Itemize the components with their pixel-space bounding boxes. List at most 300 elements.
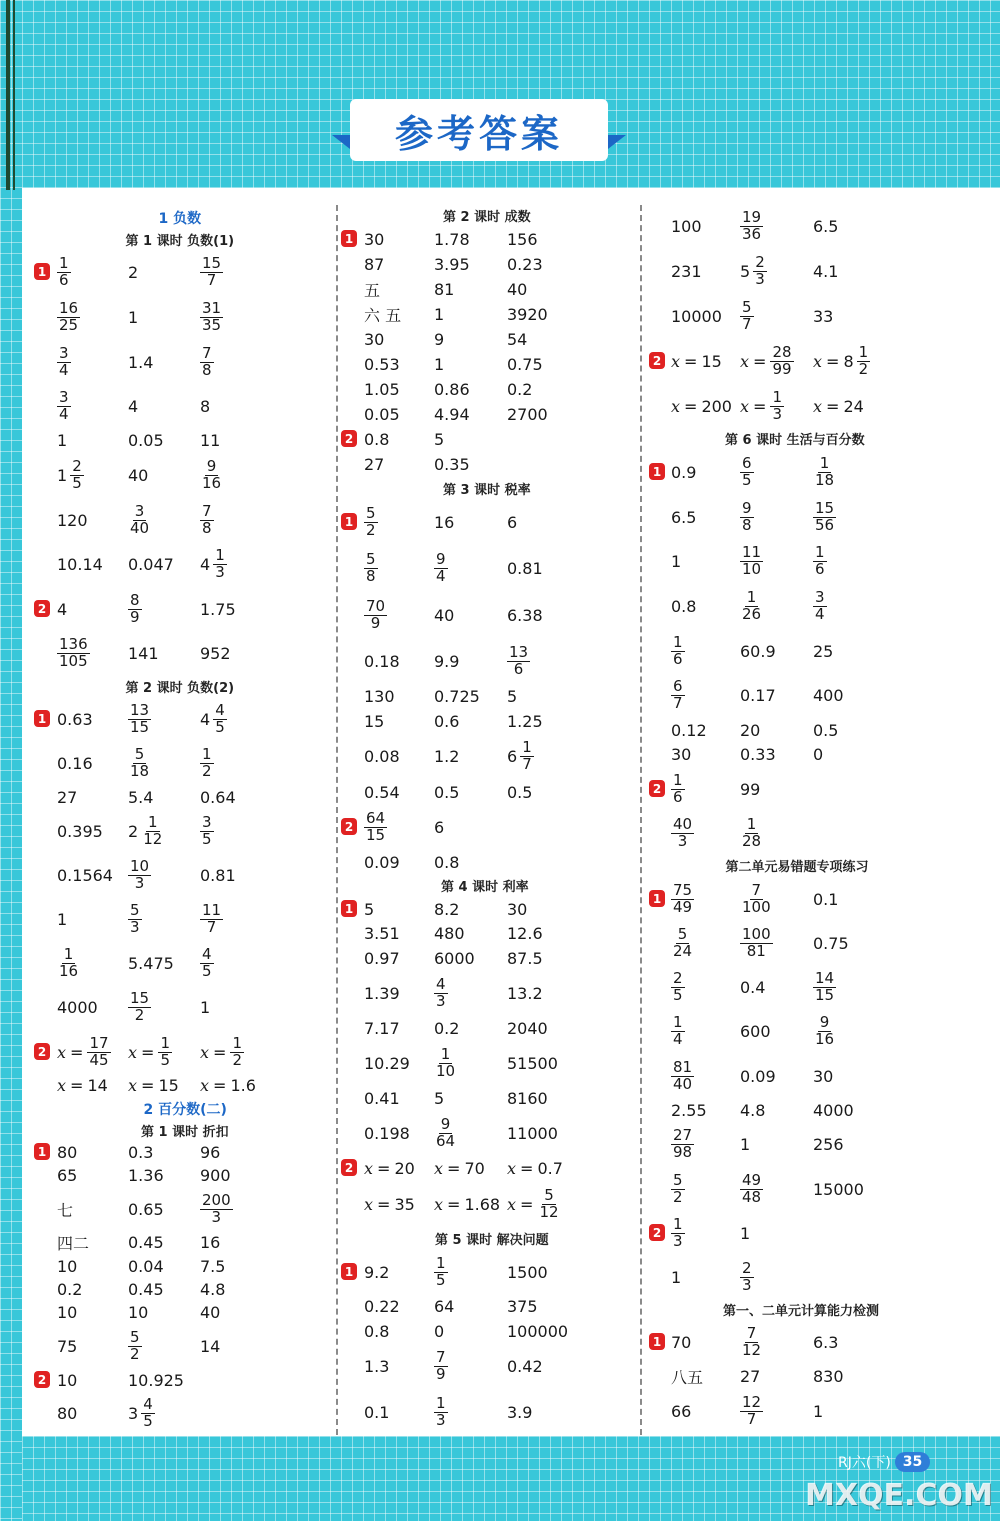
answer-value bbox=[507, 1180, 561, 1228]
fraction bbox=[770, 342, 793, 378]
lesson-heading: 第 4 课时 利率 bbox=[441, 880, 529, 895]
fraction-denominator: 3 bbox=[436, 1410, 446, 1429]
answer-text: 8 bbox=[200, 396, 211, 416]
fraction-numerator: 13 bbox=[130, 700, 150, 719]
fraction-numerator: 9 bbox=[819, 1012, 830, 1031]
answer-text: 四二 bbox=[57, 1233, 90, 1253]
answer-value bbox=[434, 498, 454, 546]
question-number-badge: 2 bbox=[34, 1043, 50, 1060]
answer-text: 0.08 bbox=[364, 746, 400, 766]
answer-text: 4000 bbox=[57, 997, 98, 1017]
answer-text: 100 bbox=[671, 216, 702, 236]
answer-value bbox=[671, 337, 722, 385]
answer-text: 2700 bbox=[507, 404, 548, 424]
answer-text: 14 bbox=[200, 1336, 221, 1356]
answer-value bbox=[200, 695, 227, 743]
fraction bbox=[671, 770, 685, 806]
question-number-badge: 1 bbox=[34, 263, 50, 280]
fraction-numerator: 1 bbox=[63, 944, 74, 963]
answer-text: 9 bbox=[434, 329, 445, 349]
answer-text: 1 bbox=[434, 354, 445, 374]
answer-text: 10 bbox=[57, 1302, 78, 1322]
fraction bbox=[813, 498, 836, 534]
fraction-numerator: 4 bbox=[436, 974, 446, 993]
answer-value bbox=[740, 1387, 763, 1435]
answer-text: 27 bbox=[364, 454, 385, 474]
answer-value bbox=[671, 1253, 681, 1301]
fraction-denominator: 64 bbox=[436, 1131, 456, 1150]
answer-value bbox=[740, 809, 763, 857]
answer-text: 6 bbox=[507, 512, 518, 532]
fraction-numerator: 2 bbox=[742, 1258, 752, 1277]
answer-text: 0.18 bbox=[364, 651, 400, 671]
answer-value bbox=[740, 1253, 754, 1301]
answer-value bbox=[813, 537, 827, 585]
fraction-denominator: 28 bbox=[742, 831, 762, 850]
fraction-denominator: 105 bbox=[59, 651, 88, 670]
fraction-numerator: 3 bbox=[59, 387, 69, 406]
answer-text: 1.05 bbox=[364, 379, 400, 399]
fraction-numerator: 2 bbox=[673, 968, 683, 987]
answer-text: 10 bbox=[57, 1256, 78, 1276]
variable-x: x bbox=[507, 1194, 517, 1214]
answer-text: 4000 bbox=[813, 1100, 854, 1120]
fraction bbox=[740, 207, 763, 243]
answer-value bbox=[434, 1388, 448, 1436]
mixed-whole: 4 bbox=[200, 709, 211, 729]
answer-text: 80 bbox=[57, 1403, 78, 1423]
answer-value bbox=[200, 540, 227, 588]
answer-text: 0.12 bbox=[671, 720, 707, 740]
answer-value bbox=[671, 202, 702, 250]
fraction-numerator: 19 bbox=[742, 207, 762, 226]
fraction-denominator: 45 bbox=[89, 1050, 109, 1069]
fraction bbox=[671, 924, 694, 960]
answer-text: 0.6 bbox=[434, 711, 460, 731]
answer-value bbox=[671, 382, 732, 430]
answer-value bbox=[364, 838, 400, 886]
fraction bbox=[740, 814, 763, 850]
answer-value bbox=[507, 498, 517, 546]
fraction-denominator: 4 bbox=[673, 1029, 683, 1048]
fraction-denominator: 15 bbox=[815, 985, 835, 1004]
fraction-denominator: 4 bbox=[815, 604, 825, 623]
fraction-numerator: 3 bbox=[134, 501, 145, 520]
answer-value bbox=[740, 382, 784, 430]
answer-value bbox=[740, 1007, 771, 1055]
fraction bbox=[200, 253, 223, 289]
variable-x: x bbox=[671, 396, 681, 416]
fraction-numerator: 1 bbox=[436, 1393, 446, 1412]
fraction-numerator: 14 bbox=[815, 968, 835, 987]
answer-value bbox=[740, 448, 754, 496]
fraction bbox=[434, 549, 448, 585]
fraction bbox=[753, 252, 767, 288]
question-number-badge: 2 bbox=[649, 780, 665, 797]
answer-text: 0.7 bbox=[537, 1158, 563, 1178]
answer-text: 0.198 bbox=[364, 1123, 410, 1143]
answer-value bbox=[507, 390, 548, 438]
answer-text: 6 bbox=[434, 817, 445, 837]
answer-text: 1.75 bbox=[200, 599, 236, 619]
fraction-numerator: 9 bbox=[742, 498, 752, 517]
fraction bbox=[740, 1170, 763, 1206]
fraction bbox=[57, 298, 80, 334]
fraction-numerator: 8 bbox=[130, 590, 140, 609]
answer-text: 27 bbox=[57, 787, 78, 807]
fraction-denominator: 3 bbox=[742, 1275, 752, 1294]
fraction bbox=[141, 812, 164, 848]
answer-value bbox=[740, 627, 776, 675]
answer-text: 3.95 bbox=[434, 254, 470, 274]
fraction-numerator: 2 bbox=[72, 456, 82, 475]
answer-text: 0.42 bbox=[507, 1356, 543, 1376]
equals-sign: = bbox=[684, 351, 698, 371]
answer-text: 1 bbox=[740, 1223, 751, 1243]
fraction-numerator: 64 bbox=[366, 808, 386, 827]
answer-value bbox=[128, 1389, 155, 1437]
fraction-numerator: 7 bbox=[436, 1347, 446, 1366]
fraction-denominator: 40 bbox=[673, 1074, 693, 1093]
answer-text: 0.395 bbox=[57, 821, 103, 841]
answer-value bbox=[740, 875, 773, 923]
answer-text: 231 bbox=[671, 261, 702, 281]
fraction-numerator: 5 bbox=[544, 1185, 554, 1204]
fraction-numerator: 27 bbox=[673, 1125, 693, 1144]
fraction-numerator: 11 bbox=[742, 542, 762, 561]
fraction-numerator: 1 bbox=[160, 1033, 170, 1052]
answer-value bbox=[507, 768, 532, 816]
variable-x: x bbox=[128, 1075, 138, 1095]
answer-text: 3.9 bbox=[507, 1402, 533, 1422]
answer-value bbox=[740, 202, 763, 250]
fraction-denominator: 4 bbox=[59, 404, 69, 423]
page-marker bbox=[838, 1449, 930, 1475]
answer-value bbox=[740, 1165, 763, 1213]
mixed-whole: 5 bbox=[740, 261, 751, 281]
answer-text: 0.8 bbox=[364, 429, 390, 449]
fraction-numerator: 100 bbox=[742, 924, 771, 943]
lesson-heading: 第 5 课时 解决问题 bbox=[435, 1233, 549, 1248]
fraction bbox=[141, 1394, 155, 1430]
answer-value bbox=[740, 337, 794, 385]
fraction-numerator: 1 bbox=[673, 1214, 683, 1233]
question-number-badge: 2 bbox=[34, 1371, 50, 1388]
question-number-badge: 2 bbox=[649, 1224, 665, 1241]
answer-value bbox=[813, 730, 823, 778]
answer-value bbox=[57, 695, 93, 743]
fraction-denominator: 6 bbox=[673, 787, 683, 806]
answer-text: 830 bbox=[813, 1366, 844, 1386]
answer-value bbox=[364, 1342, 389, 1390]
answer-text: 30 bbox=[813, 1066, 834, 1086]
answer-value bbox=[200, 939, 214, 987]
fraction-denominator: 4 bbox=[436, 566, 446, 585]
answer-value bbox=[200, 338, 214, 386]
answer-text: 14 bbox=[87, 1075, 108, 1095]
answer-text: 1.25 bbox=[507, 711, 543, 731]
answer-text: 15 bbox=[158, 1075, 179, 1095]
answer-text: 130 bbox=[364, 686, 395, 706]
answer-text: 33 bbox=[813, 306, 834, 326]
unit-heading: 1 负数 bbox=[158, 211, 202, 227]
answer-value bbox=[813, 337, 870, 385]
answer-value bbox=[671, 809, 694, 857]
fraction bbox=[128, 856, 151, 892]
fraction-numerator: 9 bbox=[436, 549, 446, 568]
answer-value bbox=[740, 1120, 750, 1168]
answer-text: 0.33 bbox=[740, 744, 776, 764]
answer-text: 0.2 bbox=[57, 1279, 83, 1299]
answer-text: 900 bbox=[200, 1165, 231, 1185]
answer-text: 87.5 bbox=[507, 948, 543, 968]
answer-text: 0.8 bbox=[364, 1321, 390, 1341]
answer-value bbox=[740, 537, 763, 585]
answer-value bbox=[507, 544, 543, 592]
fraction bbox=[671, 1214, 685, 1250]
fraction-numerator: 6 bbox=[673, 676, 683, 695]
fraction-numerator: 1 bbox=[147, 812, 158, 831]
answer-text: 0.64 bbox=[200, 787, 236, 807]
fraction bbox=[740, 297, 754, 333]
answer-value bbox=[57, 451, 84, 499]
fraction-denominator: 24 bbox=[673, 941, 693, 960]
variable-x: x bbox=[813, 396, 823, 416]
question-number-badge: 2 bbox=[649, 352, 665, 369]
book-code: RJ六(下) bbox=[838, 1455, 891, 1471]
answer-value bbox=[128, 629, 159, 677]
equals-sign: = bbox=[826, 351, 840, 371]
answer-value bbox=[434, 591, 454, 639]
answer-text: 3920 bbox=[507, 304, 548, 324]
variable-x: x bbox=[200, 1042, 210, 1062]
equals-sign: = bbox=[377, 1194, 391, 1214]
answer-text: 27 bbox=[740, 1366, 761, 1386]
fraction-numerator: 1 bbox=[522, 737, 532, 756]
fraction-denominator: 15 bbox=[366, 825, 386, 844]
equals-sign: = bbox=[141, 1075, 155, 1095]
question-number-badge: 2 bbox=[341, 1159, 357, 1176]
answer-value bbox=[434, 544, 448, 592]
answer-text: 0.4 bbox=[740, 977, 766, 997]
answer-text: 952 bbox=[200, 643, 231, 663]
lesson-heading: 第 6 课时 生活与百分数 bbox=[725, 433, 865, 448]
fraction-denominator: 9 bbox=[436, 1364, 446, 1383]
answer-value bbox=[364, 544, 378, 592]
answer-text: 40 bbox=[200, 1302, 221, 1322]
fraction-denominator: 2 bbox=[202, 761, 212, 780]
answer-text: 256 bbox=[813, 1134, 844, 1154]
fraction-numerator: 1 bbox=[858, 342, 869, 361]
fraction-denominator: 2 bbox=[858, 359, 869, 378]
equals-sign: = bbox=[213, 1075, 227, 1095]
fraction-numerator: 1 bbox=[440, 1044, 451, 1063]
watermark: MXQE.COM bbox=[805, 1478, 993, 1513]
answer-value bbox=[364, 440, 384, 488]
fraction-denominator: 5 bbox=[143, 1411, 153, 1430]
answer-text: 0.35 bbox=[434, 454, 470, 474]
fraction bbox=[128, 700, 151, 736]
fraction-denominator: 16 bbox=[59, 961, 79, 980]
answer-text: 2 bbox=[128, 262, 139, 282]
fraction-denominator: 18 bbox=[130, 761, 150, 780]
fraction-denominator: 7 bbox=[673, 693, 683, 712]
answer-value bbox=[200, 983, 210, 1031]
fraction bbox=[740, 453, 754, 489]
fraction-denominator: 35 bbox=[202, 315, 222, 334]
answer-text: 1 bbox=[671, 551, 682, 571]
fraction bbox=[740, 924, 773, 960]
fraction-numerator: 7 bbox=[202, 343, 212, 362]
variable-x: x bbox=[128, 1042, 138, 1062]
answer-value bbox=[813, 875, 838, 923]
question-number-badge: 1 bbox=[341, 1263, 357, 1280]
fraction-numerator: 7 bbox=[746, 1323, 757, 1342]
fraction-denominator: 4 bbox=[59, 360, 69, 379]
answer-text: 12.6 bbox=[507, 923, 543, 943]
question-number-badge: 1 bbox=[341, 900, 357, 917]
answer-value bbox=[128, 807, 164, 855]
answer-text: 40 bbox=[434, 605, 455, 625]
answer-text: 1.36 bbox=[128, 1165, 164, 1185]
fraction-denominator: 48 bbox=[742, 1187, 762, 1206]
answer-text: 10000 bbox=[671, 306, 722, 326]
answer-value bbox=[740, 765, 760, 813]
answer-value bbox=[671, 537, 681, 585]
answer-text: 6.3 bbox=[813, 1332, 839, 1352]
answer-text: 5 bbox=[434, 429, 445, 449]
answer-value bbox=[507, 591, 543, 639]
answer-value bbox=[128, 248, 138, 296]
fraction-numerator: 1 bbox=[59, 253, 69, 272]
answer-text: 0.09 bbox=[740, 1066, 776, 1086]
fraction-denominator: 7 bbox=[206, 917, 217, 936]
answer-value bbox=[507, 1388, 532, 1436]
fraction-denominator: 3 bbox=[677, 831, 688, 850]
answer-value bbox=[671, 493, 696, 541]
answer-value bbox=[128, 695, 151, 743]
question-number-badge: 1 bbox=[34, 1143, 50, 1160]
answer-value bbox=[434, 1342, 448, 1390]
fraction-numerator: 3 bbox=[59, 343, 69, 362]
fraction-denominator: 8 bbox=[742, 515, 752, 534]
fraction-denominator: 15 bbox=[130, 717, 150, 736]
answer-text: 10 bbox=[128, 1302, 149, 1322]
answer-text: 1 bbox=[57, 430, 68, 450]
lesson-heading: 第二单元易错题专项练习 bbox=[725, 860, 869, 875]
answer-text: 0.1 bbox=[364, 1402, 390, 1422]
fraction-numerator: 49 bbox=[742, 1170, 762, 1189]
answer-text: 0.5 bbox=[434, 782, 460, 802]
fraction-numerator: 5 bbox=[742, 297, 752, 316]
fraction-denominator: 2 bbox=[366, 520, 376, 539]
question-number-badge: 1 bbox=[649, 1333, 665, 1350]
answer-text: 4.8 bbox=[740, 1100, 766, 1120]
answer-text: 4.94 bbox=[434, 404, 470, 424]
variable-x: x bbox=[740, 396, 750, 416]
fraction bbox=[434, 1393, 448, 1429]
variable-x: x bbox=[740, 351, 750, 371]
fraction bbox=[200, 812, 214, 848]
answer-text: 0.22 bbox=[364, 1296, 400, 1316]
fraction-numerator: 40 bbox=[673, 814, 693, 833]
fraction-denominator: 3 bbox=[673, 1231, 683, 1250]
fraction-denominator: 8 bbox=[202, 360, 212, 379]
fraction bbox=[671, 1125, 694, 1161]
answer-value bbox=[740, 292, 754, 340]
fraction-numerator: 5 bbox=[366, 549, 376, 568]
answer-text: 9.9 bbox=[434, 651, 460, 671]
answer-text: 0.725 bbox=[434, 686, 480, 706]
fraction-numerator: 15 bbox=[202, 253, 222, 272]
answer-text: 6.5 bbox=[671, 507, 697, 527]
equals-sign: = bbox=[213, 1042, 227, 1062]
answer-value bbox=[57, 248, 71, 296]
fraction bbox=[57, 944, 80, 980]
answer-text: 0.81 bbox=[507, 558, 543, 578]
fraction-denominator: 49 bbox=[673, 897, 693, 916]
answer-text: 0.86 bbox=[434, 379, 470, 399]
fraction-numerator: 9 bbox=[206, 456, 217, 475]
answer-value bbox=[128, 1061, 179, 1109]
answer-text: 七 bbox=[57, 1200, 74, 1220]
answer-value bbox=[434, 440, 470, 488]
answer-text: 15 bbox=[364, 711, 385, 731]
fraction-numerator: 17 bbox=[89, 1033, 109, 1052]
answer-value bbox=[57, 983, 98, 1031]
fraction bbox=[857, 342, 871, 378]
fraction-numerator: 5 bbox=[130, 1327, 140, 1346]
answer-text: 0.5 bbox=[507, 782, 533, 802]
fraction-denominator: 5 bbox=[202, 829, 212, 848]
answer-text: 0.04 bbox=[128, 1256, 164, 1276]
fraction bbox=[537, 1185, 560, 1221]
fraction bbox=[434, 1347, 448, 1383]
fraction-denominator: 6 bbox=[59, 270, 69, 289]
fraction-denominator: 12 bbox=[539, 1202, 559, 1221]
answer-text: 0.1 bbox=[813, 889, 839, 909]
answer-text: 1.3 bbox=[364, 1356, 390, 1376]
fraction-denominator: 98 bbox=[673, 1142, 693, 1161]
fraction-numerator: 4 bbox=[143, 1394, 153, 1413]
variable-x: x bbox=[434, 1194, 444, 1214]
mixed-whole: 1 bbox=[57, 465, 68, 485]
fraction bbox=[364, 549, 378, 585]
fraction-numerator: 1 bbox=[215, 545, 225, 564]
fraction-denominator: 16 bbox=[815, 1029, 835, 1048]
fraction bbox=[671, 814, 694, 850]
answer-value bbox=[128, 540, 174, 588]
answer-text: 141 bbox=[128, 643, 159, 663]
fraction-numerator: 5 bbox=[673, 1170, 683, 1189]
fraction-denominator: 10 bbox=[742, 559, 762, 578]
fraction-denominator: 9 bbox=[130, 607, 140, 626]
fraction-numerator: 1 bbox=[746, 587, 757, 606]
answer-text: 0.09 bbox=[364, 852, 400, 872]
unit-heading: 2 百分数(二) bbox=[143, 1102, 227, 1118]
answer-text: 7.17 bbox=[364, 1018, 400, 1038]
answer-value bbox=[671, 582, 696, 630]
answer-value bbox=[57, 338, 71, 386]
equals-sign: = bbox=[141, 1042, 155, 1062]
answer-text: 3.51 bbox=[364, 923, 400, 943]
answer-text: 4.8 bbox=[200, 1279, 226, 1299]
fraction bbox=[671, 632, 685, 668]
answer-value bbox=[671, 1120, 694, 1168]
fraction bbox=[813, 1012, 836, 1048]
answer-text: 16 bbox=[200, 1232, 221, 1252]
fraction bbox=[200, 343, 214, 379]
